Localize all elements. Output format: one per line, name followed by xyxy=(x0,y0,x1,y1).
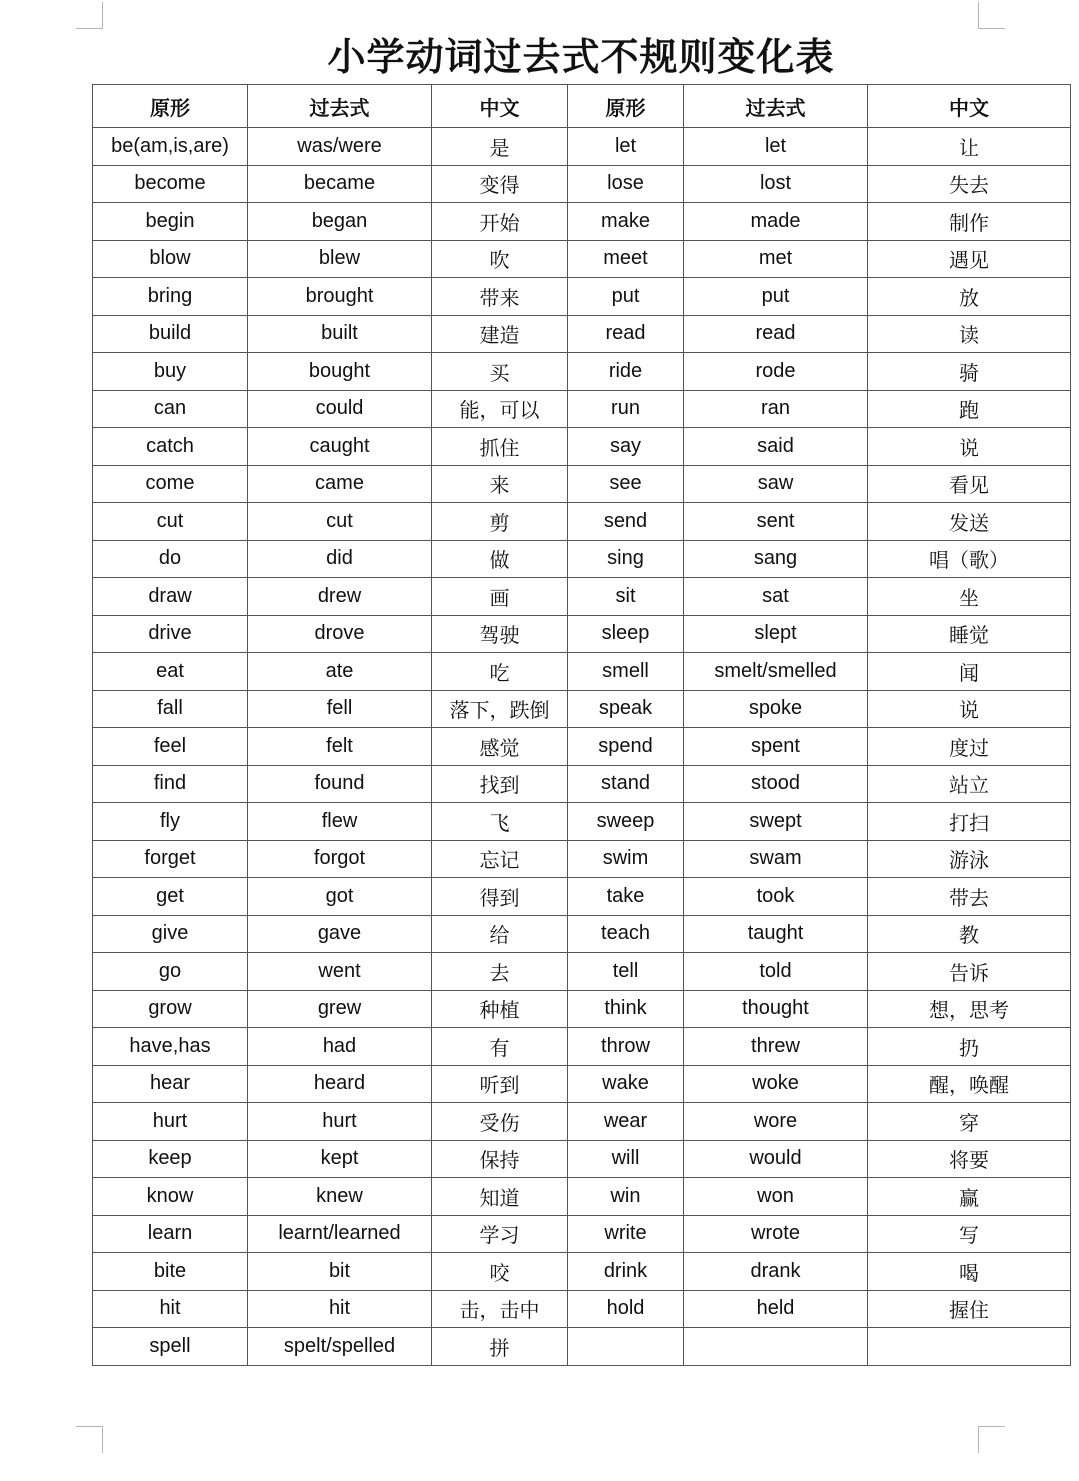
cell-base-form-right: wake xyxy=(568,1065,684,1103)
corner-mark-bottom-left xyxy=(76,1426,103,1453)
cell-past-tense-left: caught xyxy=(248,428,432,466)
cell-past-tense-left: built xyxy=(248,315,432,353)
corner-mark-bottom-right xyxy=(978,1426,1005,1453)
cell-chinese-right: 让 xyxy=(868,128,1071,166)
cell-chinese-right: 说 xyxy=(868,428,1071,466)
cell-past-tense-right: wrote xyxy=(684,1215,868,1253)
cell-chinese-left: 建造 xyxy=(432,315,568,353)
table-row xyxy=(93,1328,1071,1366)
cell-chinese-right: 醒，唤醒 xyxy=(868,1065,1071,1103)
cell-past-tense-right: swept xyxy=(684,803,868,841)
table-row xyxy=(93,878,1071,916)
cell-chinese-right: 打扫 xyxy=(868,803,1071,841)
cell-chinese-right: 告诉 xyxy=(868,953,1071,991)
cell-past-tense-right: sent xyxy=(684,503,868,541)
corner-mark-top-right xyxy=(978,2,1005,29)
cell-base-form-left: drive xyxy=(93,615,248,653)
cell-chinese-right: 喝 xyxy=(868,1253,1071,1291)
cell-base-form-left: spell xyxy=(93,1328,248,1366)
cell-chinese-left: 吃 xyxy=(432,653,568,691)
cell-base-form-right: read xyxy=(568,315,684,353)
cell-base-form-left: learn xyxy=(93,1215,248,1253)
cell-chinese-right: 睡觉 xyxy=(868,615,1071,653)
cell-past-tense-left: got xyxy=(248,878,432,916)
page-title: 小学动词过去式不规则变化表 xyxy=(327,35,835,79)
cell-past-tense-right: stood xyxy=(684,765,868,803)
cell-base-form-right: write xyxy=(568,1215,684,1253)
cell-base-form-left: fly xyxy=(93,803,248,841)
cell-base-form-left: hit xyxy=(93,1290,248,1328)
cell-base-form-right: tell xyxy=(568,953,684,991)
cell-past-tense-right: said xyxy=(684,428,868,466)
cell-past-tense-right: rode xyxy=(684,353,868,391)
cell-past-tense-left: was/were xyxy=(248,128,432,166)
cell-chinese-right: 看见 xyxy=(868,465,1071,503)
table-row xyxy=(93,915,1071,953)
table-row xyxy=(93,465,1071,503)
cell-chinese-left: 落下，跌倒 xyxy=(432,690,568,728)
cell-base-form-left: catch xyxy=(93,428,248,466)
cell-base-form-right: lose xyxy=(568,165,684,203)
table-body xyxy=(93,128,1071,1366)
cell-chinese-left: 能，可以 xyxy=(432,390,568,428)
cell-chinese-right: 骑 xyxy=(868,353,1071,391)
cell-chinese-right: 想，思考 xyxy=(868,990,1071,1028)
cell-past-tense-right: read xyxy=(684,315,868,353)
cell-base-form-left: fall xyxy=(93,690,248,728)
cell-past-tense-left: could xyxy=(248,390,432,428)
cell-base-form-right: take xyxy=(568,878,684,916)
cell-base-form-right: see xyxy=(568,465,684,503)
cell-chinese-left: 做 xyxy=(432,540,568,578)
cell-past-tense-right: sat xyxy=(684,578,868,616)
table-row xyxy=(93,1028,1071,1066)
cell-base-form-right: will xyxy=(568,1140,684,1178)
cell-base-form-left: draw xyxy=(93,578,248,616)
cell-base-form-right: swim xyxy=(568,840,684,878)
cell-base-form-right: hold xyxy=(568,1290,684,1328)
cell-past-tense-left: found xyxy=(248,765,432,803)
cell-chinese-left: 带来 xyxy=(432,278,568,316)
cell-chinese-left: 拼 xyxy=(432,1328,568,1366)
table-row xyxy=(93,578,1071,616)
cell-past-tense-right: wore xyxy=(684,1103,868,1141)
cell-chinese-right: 放 xyxy=(868,278,1071,316)
cell-chinese-left: 驾驶 xyxy=(432,615,568,653)
cell-past-tense-right: won xyxy=(684,1178,868,1216)
cell-chinese-right: 读 xyxy=(868,315,1071,353)
cell-chinese-left: 受伤 xyxy=(432,1103,568,1141)
cell-base-form-left: hurt xyxy=(93,1103,248,1141)
cell-chinese-right: 扔 xyxy=(868,1028,1071,1066)
cell-base-form-left: go xyxy=(93,953,248,991)
cell-chinese-right: 写 xyxy=(868,1215,1071,1253)
cell-chinese-right: 坐 xyxy=(868,578,1071,616)
cell-base-form-left: build xyxy=(93,315,248,353)
cell-base-form-left: grow xyxy=(93,990,248,1028)
header-past-tense-left: 过去式 xyxy=(248,85,432,128)
cell-past-tense-right: held xyxy=(684,1290,868,1328)
table-row xyxy=(93,1065,1071,1103)
cell-chinese-right: 将要 xyxy=(868,1140,1071,1178)
cell-past-tense-left: flew xyxy=(248,803,432,841)
cell-past-tense-left: became xyxy=(248,165,432,203)
table-row xyxy=(93,390,1071,428)
cell-chinese-left: 找到 xyxy=(432,765,568,803)
cell-base-form-right: sleep xyxy=(568,615,684,653)
cell-past-tense-left: drew xyxy=(248,578,432,616)
cell-chinese-left: 听到 xyxy=(432,1065,568,1103)
cell-past-tense-right: spent xyxy=(684,728,868,766)
cell-past-tense-left: spelt/spelled xyxy=(248,1328,432,1366)
cell-past-tense-left: blew xyxy=(248,240,432,278)
cell-chinese-left: 感觉 xyxy=(432,728,568,766)
cell-chinese-left: 是 xyxy=(432,128,568,166)
table-row xyxy=(93,1290,1071,1328)
table-row xyxy=(93,615,1071,653)
cell-past-tense-right: drank xyxy=(684,1253,868,1291)
cell-base-form-right: sit xyxy=(568,578,684,616)
table-row xyxy=(93,315,1071,353)
cell-past-tense-right: lost xyxy=(684,165,868,203)
cell-chinese-right: 唱（歌） xyxy=(868,540,1071,578)
cell-base-form-left: bite xyxy=(93,1253,248,1291)
cell-base-form-right: throw xyxy=(568,1028,684,1066)
cell-base-form-right: spend xyxy=(568,728,684,766)
header-past-tense-right: 过去式 xyxy=(684,85,868,128)
table-row xyxy=(93,353,1071,391)
cell-base-form-right: wear xyxy=(568,1103,684,1141)
cell-past-tense-right: let xyxy=(684,128,868,166)
cell-base-form-right: speak xyxy=(568,690,684,728)
cell-base-form-left: hear xyxy=(93,1065,248,1103)
cell-past-tense-left: learnt/learned xyxy=(248,1215,432,1253)
cell-past-tense-left: heard xyxy=(248,1065,432,1103)
cell-chinese-left: 种植 xyxy=(432,990,568,1028)
table-row xyxy=(93,1253,1071,1291)
cell-chinese-left: 给 xyxy=(432,915,568,953)
table-row xyxy=(93,165,1071,203)
cell-past-tense-right: smelt/smelled xyxy=(684,653,868,691)
table-row xyxy=(93,1178,1071,1216)
cell-chinese-left: 知道 xyxy=(432,1178,568,1216)
cell-chinese-left: 得到 xyxy=(432,878,568,916)
table-row xyxy=(93,1103,1071,1141)
cell-chinese-left: 击，击中 xyxy=(432,1290,568,1328)
cell-past-tense-left: hurt xyxy=(248,1103,432,1141)
cell-base-form-left: do xyxy=(93,540,248,578)
table-row xyxy=(93,990,1071,1028)
cell-chinese-right: 度过 xyxy=(868,728,1071,766)
cell-base-form-left: come xyxy=(93,465,248,503)
cell-base-form-left: begin xyxy=(93,203,248,241)
cell-past-tense-right: slept xyxy=(684,615,868,653)
header-chinese-right: 中文 xyxy=(868,85,1071,128)
table-row xyxy=(93,503,1071,541)
cell-past-tense-right: made xyxy=(684,203,868,241)
verb-table xyxy=(92,84,1071,1366)
cell-chinese-right: 跑 xyxy=(868,390,1071,428)
cell-past-tense-right: taught xyxy=(684,915,868,953)
table-row xyxy=(93,953,1071,991)
cell-chinese-left: 咬 xyxy=(432,1253,568,1291)
table-row xyxy=(93,203,1071,241)
cell-chinese-left: 学习 xyxy=(432,1215,568,1253)
cell-chinese-right: 穿 xyxy=(868,1103,1071,1141)
cell-chinese-left: 有 xyxy=(432,1028,568,1066)
table-header-row xyxy=(93,85,1071,128)
corner-mark-top-left xyxy=(76,2,103,29)
cell-base-form-right: let xyxy=(568,128,684,166)
cell-past-tense-left: knew xyxy=(248,1178,432,1216)
cell-base-form-left: know xyxy=(93,1178,248,1216)
cell-base-form-left: cut xyxy=(93,503,248,541)
cell-past-tense-right: threw xyxy=(684,1028,868,1066)
cell-past-tense-right: met xyxy=(684,240,868,278)
cell-base-form-right: sweep xyxy=(568,803,684,841)
cell-past-tense-right: ran xyxy=(684,390,868,428)
header-chinese-left: 中文 xyxy=(432,85,568,128)
cell-past-tense-left: had xyxy=(248,1028,432,1066)
cell-chinese-right: 赢 xyxy=(868,1178,1071,1216)
cell-chinese-right: 制作 xyxy=(868,203,1071,241)
table-row xyxy=(93,840,1071,878)
cell-chinese-right: 站立 xyxy=(868,765,1071,803)
table-row xyxy=(93,240,1071,278)
cell-base-form-left: bring xyxy=(93,278,248,316)
cell-base-form-left: give xyxy=(93,915,248,953)
cell-past-tense-right: sang xyxy=(684,540,868,578)
cell-base-form-right: ride xyxy=(568,353,684,391)
header-base-form-right: 原形 xyxy=(568,85,684,128)
cell-base-form-left: can xyxy=(93,390,248,428)
cell-base-form-right: run xyxy=(568,390,684,428)
cell-past-tense-left: went xyxy=(248,953,432,991)
cell-base-form-right: say xyxy=(568,428,684,466)
cell-chinese-left: 来 xyxy=(432,465,568,503)
cell-base-form-left: buy xyxy=(93,353,248,391)
cell-past-tense-left: drove xyxy=(248,615,432,653)
cell-past-tense-right xyxy=(684,1328,868,1366)
cell-base-form-right: send xyxy=(568,503,684,541)
cell-past-tense-left: grew xyxy=(248,990,432,1028)
cell-past-tense-left: bit xyxy=(248,1253,432,1291)
cell-base-form-right: put xyxy=(568,278,684,316)
cell-base-form-left: feel xyxy=(93,728,248,766)
cell-past-tense-left: ate xyxy=(248,653,432,691)
table-row xyxy=(93,690,1071,728)
cell-base-form-right: win xyxy=(568,1178,684,1216)
table-row xyxy=(93,728,1071,766)
cell-past-tense-left: came xyxy=(248,465,432,503)
cell-base-form-right: make xyxy=(568,203,684,241)
cell-base-form-right: sing xyxy=(568,540,684,578)
cell-past-tense-left: felt xyxy=(248,728,432,766)
cell-base-form-right: meet xyxy=(568,240,684,278)
cell-past-tense-left: kept xyxy=(248,1140,432,1178)
cell-past-tense-right: saw xyxy=(684,465,868,503)
cell-chinese-left: 画 xyxy=(432,578,568,616)
table-row xyxy=(93,278,1071,316)
cell-past-tense-left: forgot xyxy=(248,840,432,878)
cell-chinese-left: 忘记 xyxy=(432,840,568,878)
cell-base-form-right: think xyxy=(568,990,684,1028)
cell-chinese-right: 闻 xyxy=(868,653,1071,691)
cell-chinese-left: 吹 xyxy=(432,240,568,278)
cell-past-tense-right: put xyxy=(684,278,868,316)
cell-past-tense-left: did xyxy=(248,540,432,578)
table-row xyxy=(93,653,1071,691)
cell-base-form-left: find xyxy=(93,765,248,803)
cell-chinese-left: 买 xyxy=(432,353,568,391)
cell-past-tense-right: spoke xyxy=(684,690,868,728)
cell-past-tense-right: swam xyxy=(684,840,868,878)
cell-base-form-right: teach xyxy=(568,915,684,953)
cell-past-tense-left: began xyxy=(248,203,432,241)
cell-chinese-left: 开始 xyxy=(432,203,568,241)
cell-base-form-left: eat xyxy=(93,653,248,691)
cell-base-form-left: get xyxy=(93,878,248,916)
table-row xyxy=(93,128,1071,166)
table-row xyxy=(93,1215,1071,1253)
table-row xyxy=(93,1140,1071,1178)
cell-chinese-left: 变得 xyxy=(432,165,568,203)
cell-base-form-left: blow xyxy=(93,240,248,278)
cell-base-form-left: forget xyxy=(93,840,248,878)
cell-past-tense-left: fell xyxy=(248,690,432,728)
table-row xyxy=(93,540,1071,578)
cell-chinese-right: 握住 xyxy=(868,1290,1071,1328)
header-base-form-left: 原形 xyxy=(93,85,248,128)
cell-chinese-left: 去 xyxy=(432,953,568,991)
cell-chinese-left: 抓住 xyxy=(432,428,568,466)
cell-chinese-right: 游泳 xyxy=(868,840,1071,878)
cell-past-tense-right: would xyxy=(684,1140,868,1178)
cell-chinese-left: 剪 xyxy=(432,503,568,541)
cell-past-tense-left: hit xyxy=(248,1290,432,1328)
cell-base-form-right: smell xyxy=(568,653,684,691)
cell-chinese-right: 说 xyxy=(868,690,1071,728)
table-row xyxy=(93,765,1071,803)
cell-base-form-left: become xyxy=(93,165,248,203)
cell-chinese-left: 保持 xyxy=(432,1140,568,1178)
table-row xyxy=(93,803,1071,841)
cell-base-form-right: stand xyxy=(568,765,684,803)
cell-past-tense-left: gave xyxy=(248,915,432,953)
cell-chinese-left: 飞 xyxy=(432,803,568,841)
cell-past-tense-left: cut xyxy=(248,503,432,541)
cell-past-tense-left: brought xyxy=(248,278,432,316)
table-row xyxy=(93,428,1071,466)
cell-past-tense-right: thought xyxy=(684,990,868,1028)
cell-chinese-right: 失去 xyxy=(868,165,1071,203)
cell-chinese-right: 教 xyxy=(868,915,1071,953)
cell-chinese-right: 带去 xyxy=(868,878,1071,916)
cell-base-form-left: be(am,is,are) xyxy=(93,128,248,166)
cell-past-tense-right: took xyxy=(684,878,868,916)
cell-chinese-right: 发送 xyxy=(868,503,1071,541)
cell-base-form-right: drink xyxy=(568,1253,684,1291)
cell-past-tense-right: told xyxy=(684,953,868,991)
cell-chinese-right: 遇见 xyxy=(868,240,1071,278)
cell-base-form-left: have,has xyxy=(93,1028,248,1066)
cell-chinese-right xyxy=(868,1328,1071,1366)
cell-base-form-left: keep xyxy=(93,1140,248,1178)
cell-past-tense-right: woke xyxy=(684,1065,868,1103)
cell-past-tense-left: bought xyxy=(248,353,432,391)
cell-base-form-right xyxy=(568,1328,684,1366)
